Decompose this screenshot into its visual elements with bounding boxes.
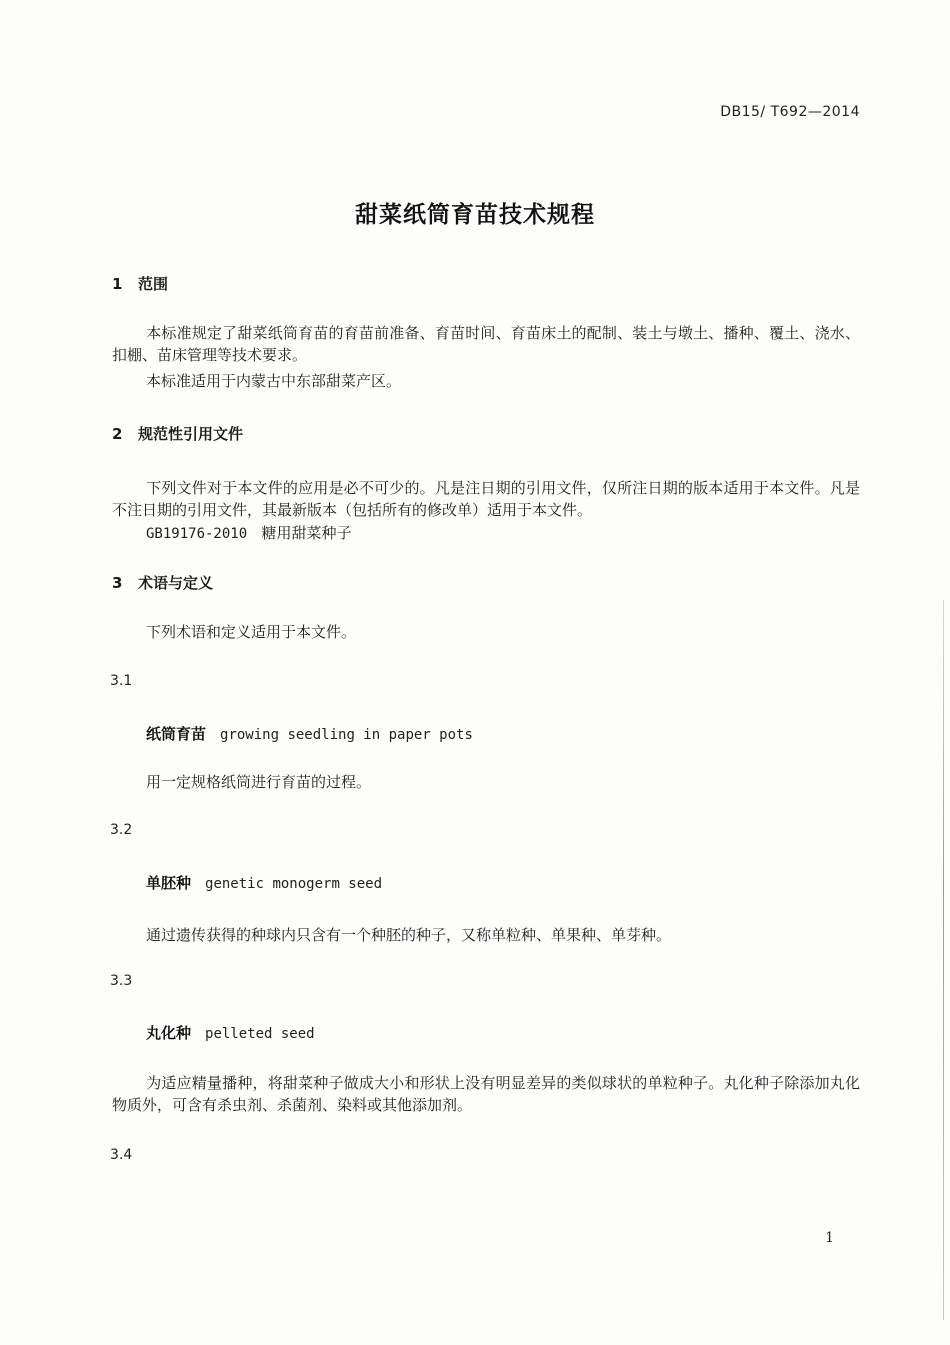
section-number: 3	[112, 574, 123, 592]
section-3-paragraph-1: 下列术语和定义适用于本文件。	[146, 623, 357, 641]
term-heading	[146, 1022, 315, 1043]
term-heading	[146, 872, 382, 893]
section-2-paragraph-1: 下列文件对于本文件的应用是必不可少的。凡是注日期的引用文件，仅所注日期的版本适用于本文件。凡是不注日期的引用文件，其最新版本（包括所有的修改单）适用于本文件。	[112, 479, 860, 519]
term-definition: 为适应精量播种，将甜菜种子做成大小和形状上没有明显差异的类似球状的单粒种子。丸化种子除添加丸化物质外，可含有杀虫剂、杀菌剂、染料或其他添加剂。	[112, 1074, 860, 1114]
normative-reference	[146, 522, 351, 545]
term-chinese: 丸化种	[146, 1024, 192, 1042]
term-definition: 用一定规格纸筒进行育苗的过程。	[146, 773, 372, 791]
scan-edge-line	[943, 600, 944, 1320]
section-3-heading	[112, 572, 213, 593]
reference-code: GB19176-2010	[146, 526, 248, 542]
standard-number: DB15/ T692—2014	[720, 104, 860, 120]
section-number: 1	[112, 275, 123, 293]
section-title: 术语与定义	[138, 574, 214, 592]
term-number: 3.3	[110, 973, 133, 989]
term-definition: 通过遗传获得的种球内只含有一个种胚的种子，又称单粒种、单果种、单芽种。	[146, 926, 672, 944]
term-english: pelleted seed	[205, 1026, 315, 1042]
term-english: growing seedling in paper pots	[220, 727, 473, 743]
term-english: genetic monogerm seed	[205, 876, 383, 892]
section-1-heading	[112, 273, 168, 294]
term-number: 3.1	[110, 673, 133, 689]
page-number: 1	[825, 1230, 834, 1246]
section-title: 范围	[138, 275, 169, 293]
term-number: 3.4	[110, 1147, 133, 1163]
section-title: 规范性引用文件	[138, 425, 244, 443]
term-number: 3.2	[110, 822, 133, 838]
term-heading	[146, 723, 473, 744]
term-chinese: 单胚种	[146, 874, 192, 892]
term-chinese: 纸筒育苗	[146, 725, 207, 743]
section-number: 2	[112, 425, 123, 443]
document-title: 甜菜纸筒育苗技术规程	[355, 202, 595, 228]
section-2-heading	[112, 423, 243, 444]
section-1-paragraph-1: 本标准规定了甜菜纸筒育苗的育苗前准备、育苗时间、育苗床土的配制、装土与墩土、播种、覆土、浇水、扣棚、苗床管理等技术要求。	[112, 324, 860, 364]
section-1-paragraph-2: 本标准适用于内蒙古中东部甜菜产区。	[146, 372, 402, 390]
reference-title: 糖用甜菜种子	[261, 524, 352, 542]
